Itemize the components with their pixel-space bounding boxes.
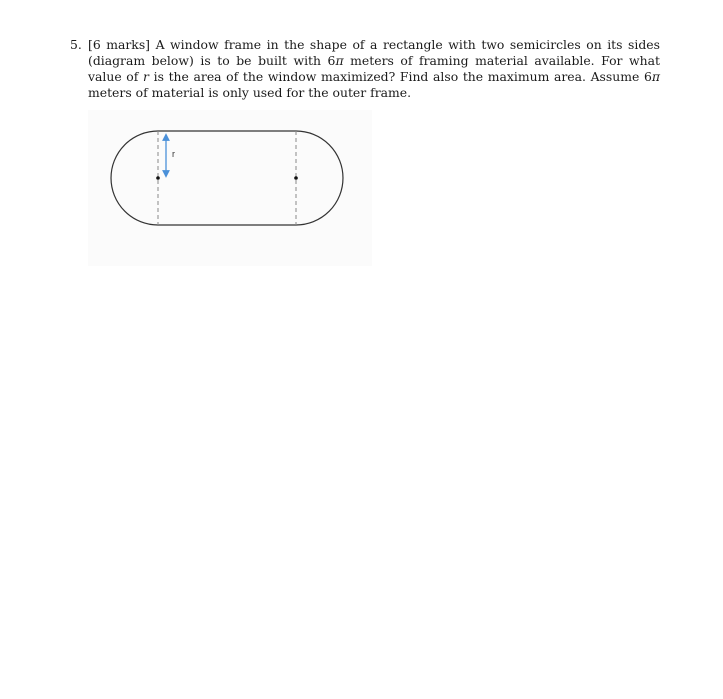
pi-symbol-2: π: [651, 69, 661, 84]
left-center-point: [156, 176, 160, 180]
window-diagram-svg: [88, 110, 372, 266]
problem-text-2: meters of framing material available. For what value of: [88, 53, 660, 84]
window-outline: [111, 131, 343, 225]
problem-text-3: is the area of the window maximized? Find also the maximum area. Assume 6: [148, 69, 652, 84]
problem-statement: [70, 37, 660, 101]
radius-label: r: [172, 149, 175, 159]
problem-body: [88, 37, 660, 101]
problem-number: 5.: [70, 37, 82, 52]
problem-text-4: meters of material is only used for the outer frame.: [88, 85, 412, 100]
window-diagram: [88, 110, 372, 266]
variable-r: r: [143, 69, 149, 84]
right-center-point: [294, 176, 298, 180]
problem-text-1: A window frame in the shape of a rectangle with two semicircles on its sides (diagram below) is to be built with 6: [88, 37, 660, 68]
pi-symbol-1: π: [335, 53, 344, 68]
problem-marks: [6 marks]: [88, 37, 151, 52]
